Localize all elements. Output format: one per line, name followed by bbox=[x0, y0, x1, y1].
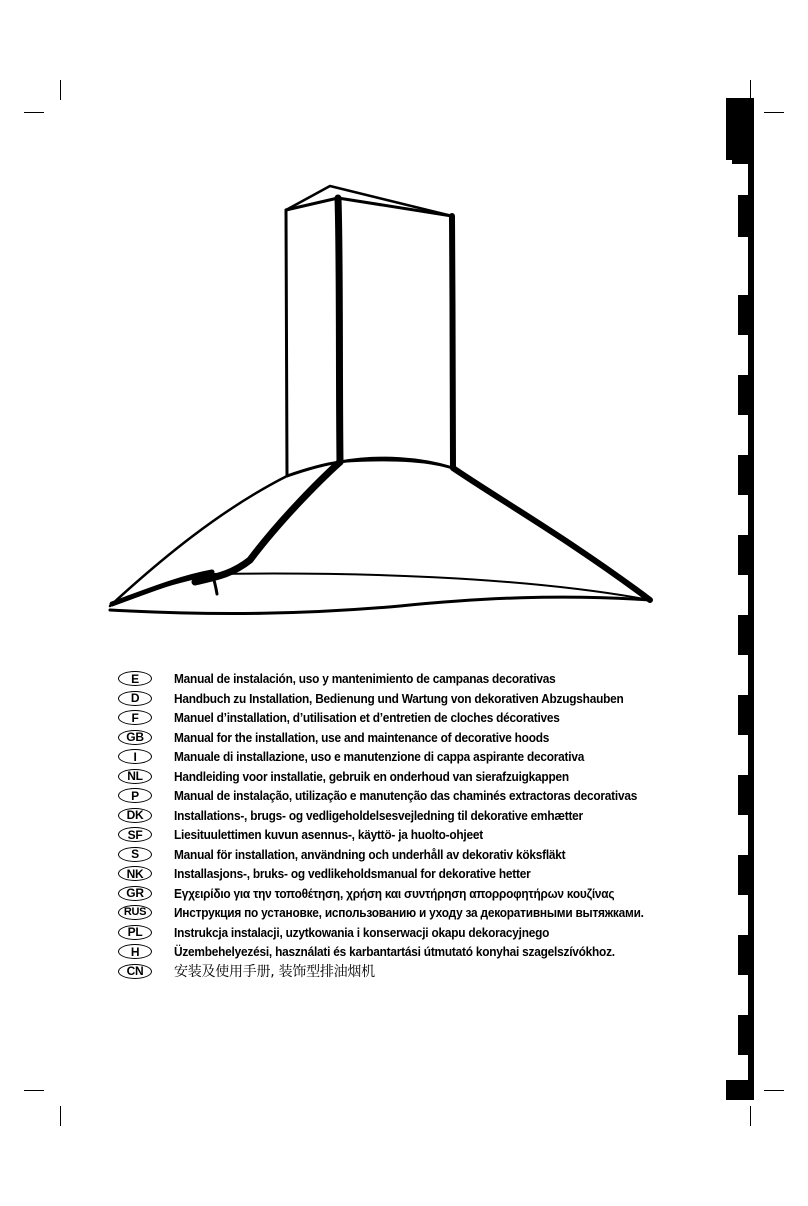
thumb-index-tab bbox=[738, 775, 754, 815]
language-code-badge: H bbox=[118, 944, 152, 959]
language-row-pl bbox=[118, 923, 718, 943]
manual-title: Installations-, brugs- og vedligeholdelsesvejledning til dekorative emhætter bbox=[174, 807, 583, 823]
manual-title: Liesituulettimen kuvun asennus-, käyttö- ja huolto-ohjeet bbox=[174, 827, 483, 843]
language-row-p bbox=[118, 786, 718, 806]
language-code-badge: I bbox=[118, 749, 152, 764]
manual-title: Manual for the installation, use and maintenance of decorative hoods bbox=[174, 729, 550, 745]
thumb-index-tab bbox=[726, 1080, 754, 1100]
crop-mark-bottom-left bbox=[60, 1106, 61, 1126]
crop-mark-top-right bbox=[750, 80, 751, 100]
language-row-gb bbox=[118, 728, 718, 748]
language-row-gr bbox=[118, 884, 718, 904]
thumb-index-tab bbox=[738, 1015, 754, 1055]
language-code-badge: F bbox=[118, 710, 152, 725]
thumb-index-tab bbox=[738, 935, 754, 975]
language-row-dk bbox=[118, 806, 718, 826]
thumb-index-tab bbox=[732, 160, 754, 164]
thumb-index-tab bbox=[738, 455, 754, 495]
thumb-index-tab bbox=[738, 615, 754, 655]
language-row-i bbox=[118, 747, 718, 767]
manual-title: Üzembehelyezési, használati és karbantartási útmutató konyhai szagelszívókhoz. bbox=[174, 944, 615, 960]
language-code-badge: D bbox=[118, 691, 152, 706]
language-code-badge: E bbox=[118, 671, 152, 686]
thumb-index-tab bbox=[738, 855, 754, 895]
manual-title: Инструкция по установке, использованию и уходу за декоративными вытяжками. bbox=[174, 905, 644, 921]
language-code-badge: S bbox=[118, 847, 152, 862]
manual-title: 安装及使用手册, 装饰型排油烟机 bbox=[174, 964, 375, 981]
crop-mark-bottom-right-h bbox=[764, 1090, 784, 1091]
manual-title: Handleiding voor installatie, gebruik en onderhoud van sierafzuigkappen bbox=[174, 768, 569, 784]
language-row-rus bbox=[118, 903, 718, 923]
language-code-badge: P bbox=[118, 788, 152, 803]
language-row-nl bbox=[118, 767, 718, 787]
crop-mark-bottom-right bbox=[750, 1106, 751, 1126]
manual-title: Manuel d’installation, d’utilisation et d’entretien de cloches décoratives bbox=[174, 710, 560, 726]
language-code-badge: CN bbox=[118, 964, 152, 979]
language-list bbox=[118, 669, 718, 981]
manual-title: Installasjons-, bruks- og vedlikeholdsmanual for dekorative hetter bbox=[174, 866, 531, 882]
language-code-badge: NK bbox=[118, 866, 152, 881]
thumb-index-tab bbox=[738, 535, 754, 575]
manual-title: Manual de instalação, utilização e manutenção das chaminés extractoras decorativas bbox=[174, 788, 638, 804]
language-row-s bbox=[118, 845, 718, 865]
manual-title: Handbuch zu Installation, Bedienung und Wartung von dekorativen Abzugshauben bbox=[174, 690, 624, 706]
manual-title: Instrukcja instalacji, uzytkowania i konserwacji okapu dekoracyjnego bbox=[174, 924, 550, 940]
language-code-badge: NL bbox=[118, 769, 152, 784]
thumb-index-tab bbox=[726, 98, 754, 160]
language-code-badge: DK bbox=[118, 808, 152, 823]
language-row-d bbox=[118, 689, 718, 709]
crop-mark-top-right-h bbox=[764, 112, 784, 113]
language-row-sf bbox=[118, 825, 718, 845]
crop-mark-top-left bbox=[60, 80, 61, 100]
thumb-index-tab bbox=[738, 375, 754, 415]
manual-title: Manual de instalación, uso y mantenimiento de campanas decorativas bbox=[174, 671, 556, 687]
crop-mark-bottom-left-h bbox=[24, 1090, 44, 1091]
language-row-f bbox=[118, 708, 718, 728]
thumb-index-tab bbox=[738, 295, 754, 335]
manual-title: Manuale di installazione, uso e manutenzione di cappa aspirante decorativa bbox=[174, 749, 585, 765]
thumb-index-tab bbox=[738, 695, 754, 735]
language-code-badge: SF bbox=[118, 827, 152, 842]
language-code-badge: GB bbox=[118, 730, 152, 745]
thumb-index-tab bbox=[738, 195, 754, 237]
language-code-badge: RUS bbox=[118, 905, 152, 920]
language-row-h bbox=[118, 942, 718, 962]
language-code-badge: GR bbox=[118, 886, 152, 901]
crop-mark-top-left-h bbox=[24, 112, 44, 113]
chimney-hood-illustration bbox=[100, 180, 660, 620]
language-row-e bbox=[118, 669, 718, 689]
language-row-cn bbox=[118, 962, 718, 982]
manual-title: Manual för installation, användning och underhåll av dekorativ köksfläkt bbox=[174, 846, 566, 862]
manual-title: Εγχειρίδιο για την τοποθέτηση, χρήση και συντήρηση απορροφητήρων κουζίνας bbox=[174, 885, 615, 901]
language-code-badge: PL bbox=[118, 925, 152, 940]
language-row-nk bbox=[118, 864, 718, 884]
